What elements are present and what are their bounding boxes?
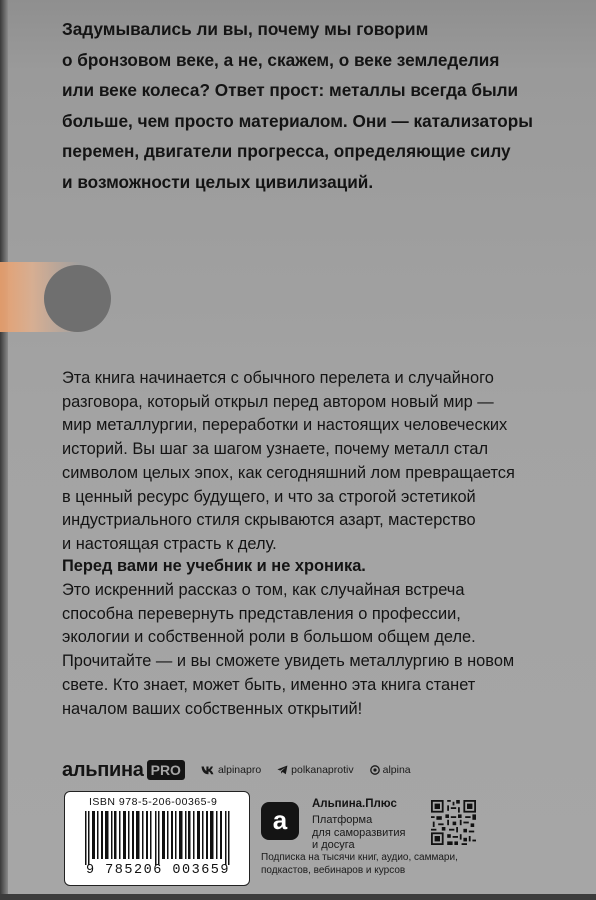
alpina-plus-description: Подписка на тысячи книг, аудио, саммари, подкастов, вебинаров и курсов [261, 852, 458, 876]
book-spine-edge [0, 0, 8, 900]
isbn-number: ISBN 978-5-206-00365-9 [89, 796, 218, 808]
publisher-row [62, 757, 582, 783]
decorative-circle [44, 265, 111, 332]
social-vk-handle: alpinapro [217, 764, 262, 776]
telegram-icon [277, 765, 288, 775]
description-paragraph-1: Эта книга начинается с обычного перелета и случайного разговора, который открыл перед автором новый мир — мир металлургии, переработки и настоящих человеческих историй. Вы шаг за шагом узнаете, почему металл стал символом целых эпох, как сегодняшний лом превращается в ценный ресурс будущего, и что за строгой эстетикой индустриального стиля скрываются азарт, мастерство и настоящая страсть к делу. [62, 369, 515, 553]
qr-code-icon[interactable] [431, 800, 476, 845]
social-telegram-handle: polkanaprotiv [291, 764, 354, 776]
alpina-plus-subtitle: Платформа для саморазвития и досуга [312, 814, 406, 851]
social-web[interactable] [370, 764, 411, 776]
barcode-icon [85, 811, 231, 865]
barcode-digits: 9 785206 003659 [85, 863, 231, 878]
intro-text: Задумывались ли вы, почему мы говорим о бронзовом веке, а не, скажем, о веке земледелия или веке колеса? Ответ прост: металлы всегда были больше, чем просто материалом. Они — катализаторы перемен, двигатели прогресса, определяющие силу и возможности целых цивилизаций. [62, 19, 533, 192]
social-vk[interactable] [201, 764, 261, 776]
description-paragraph-2: Это искренний рассказ о том, как случайная встреча способна перевернуть представления о профессии, экологии и собственной роли в большом общем деле. Прочитайте — и вы сможете увидеть металлургию в новом свете. Кто знает, может быть, именно эта книга станет началом ваших собственных открытий! [62, 581, 515, 718]
book-bottom-edge [0, 894, 596, 900]
social-web-handle: alpina [382, 764, 411, 776]
social-telegram[interactable] [277, 764, 353, 776]
web-icon [370, 765, 380, 775]
description-paragraph-2-heading: Перед вами не учебник и не хроника. [62, 557, 366, 575]
publisher-logo-word: альпина [62, 758, 144, 781]
alpina-plus-title: Альпина.Плюс [312, 798, 397, 810]
vk-icon [201, 766, 215, 775]
alpina-plus-logo: а [261, 802, 299, 840]
publisher-logo [62, 759, 185, 782]
publisher-logo-badge: PRO [147, 760, 185, 780]
isbn-barcode-box [64, 791, 250, 886]
